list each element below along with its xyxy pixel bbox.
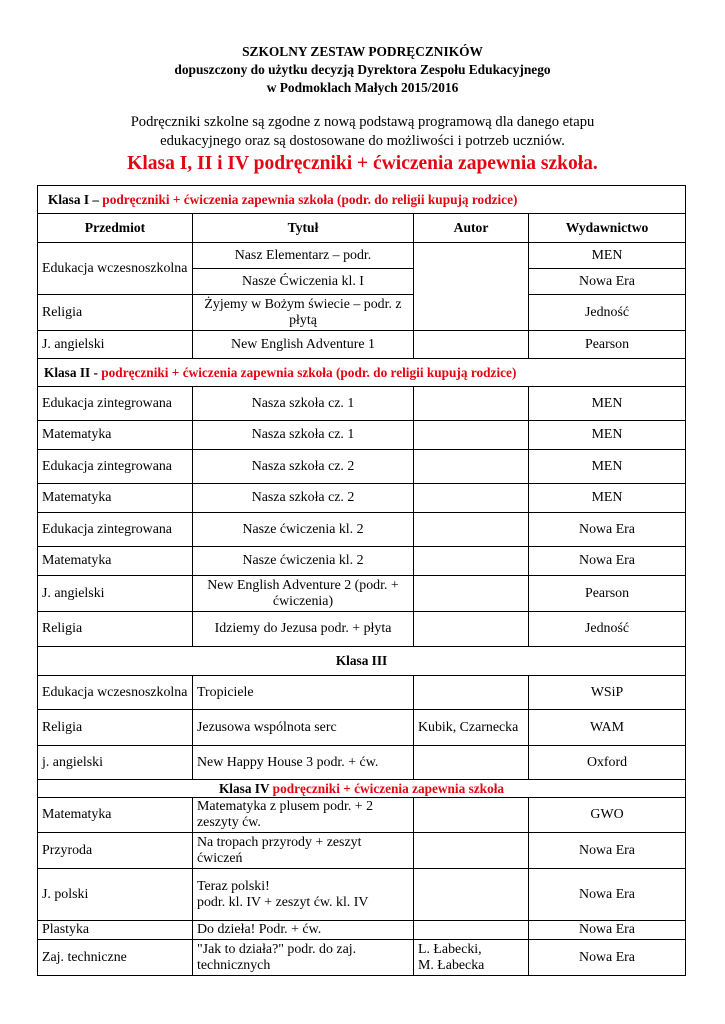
subject-cell: Zaj. techniczne [38, 940, 193, 976]
section-label: Klasa I – [48, 191, 99, 207]
author-cell [414, 612, 529, 647]
title-cell: Tropiciele [193, 676, 414, 710]
section-header-klasa-2 [38, 359, 686, 387]
table-row [38, 547, 686, 576]
title-cell: Nasza szkoła cz. 2 [193, 450, 414, 484]
subject-cell: Matematyka [38, 421, 193, 450]
publisher-cell: Nowa Era [529, 940, 686, 976]
column-header-publisher: Wydawnictwo [529, 214, 686, 243]
author-cell [414, 676, 529, 710]
table-row [38, 869, 686, 921]
author-cell [414, 331, 529, 359]
publisher-cell: GWO [529, 798, 686, 833]
header-line-3: w Podmoklach Małych 2015/2016 [266, 80, 459, 95]
title-cell: New English Adventure 2 (podr. + ćwiczenia) [193, 576, 414, 612]
author-cell [414, 513, 529, 547]
title-cell: Na tropach przyrody + zeszyt ćwiczeń [193, 833, 414, 869]
subject-cell: J. angielski [38, 576, 193, 612]
author-line: L. Łabecki, [418, 941, 482, 957]
author-cell [414, 547, 529, 576]
subject-cell: Matematyka [38, 547, 193, 576]
title-cell: Nasze ćwiczenia kl. 2 [193, 547, 414, 576]
document-header [0, 0, 725, 97]
title-cell: New English Adventure 1 [193, 331, 414, 359]
table-row [38, 676, 686, 710]
subject-cell: Edukacja zintegrowana [38, 450, 193, 484]
title-line: podr. kl. IV + zeszyt ćw. kl. IV [197, 894, 369, 910]
column-header-subject: Przedmiot [38, 214, 193, 243]
author-cell: Kubik, Czarnecka [414, 710, 529, 746]
section-label: Klasa II - [44, 364, 98, 380]
publisher-cell: WAM [529, 710, 686, 746]
author-cell [414, 940, 529, 976]
subject-cell: J. angielski [38, 331, 193, 359]
publisher-cell: WSiP [529, 676, 686, 710]
publisher-cell: Pearson [529, 576, 686, 612]
header-line-2: dopuszczony do użytku decyzją Dyrektora Zespołu Edukacyjnego [174, 62, 551, 77]
column-header-author: Autor [414, 214, 529, 243]
table-row [38, 746, 686, 780]
title-line: Teraz polski! [197, 878, 270, 894]
title-cell: New Happy House 3 podr. + ćw. [193, 746, 414, 780]
publisher-cell: Nowa Era [529, 269, 686, 295]
publisher-cell: MEN [529, 421, 686, 450]
column-header-title: Tytuł [193, 214, 414, 243]
author-cell [414, 576, 529, 612]
section-header-klasa-4 [38, 780, 686, 798]
author-cell [414, 869, 529, 921]
table-row [38, 710, 686, 746]
section-note: podręczniki + ćwiczenia zapewnia szkoła (podr. do religii kupują rodzice) [97, 364, 517, 380]
title-cell [193, 869, 414, 921]
title-cell: Żyjemy w Bożym świecie – podr. z płytą [193, 295, 414, 331]
table-header-row [38, 214, 686, 243]
title-cell: Nasze ćwiczenia kl. 2 [193, 513, 414, 547]
subject-cell: j. angielski [38, 746, 193, 780]
subject-cell: Edukacja zintegrowana [38, 513, 193, 547]
publisher-cell: MEN [529, 387, 686, 421]
subject-cell: Edukacja zintegrowana [38, 387, 193, 421]
title-cell: Nasza szkoła cz. 1 [193, 387, 414, 421]
section-header-klasa-3 [38, 647, 686, 676]
title-cell: Nasza szkoła cz. 1 [193, 421, 414, 450]
publisher-cell: Jedność [529, 612, 686, 647]
title-cell: Jezusowa wspólnota serc [193, 710, 414, 746]
section-note: podręczniki + ćwiczenia zapewnia szkoła [272, 781, 505, 796]
section-note: podręczniki + ćwiczenia zapewnia szkoła (podr. do religii kupują rodzice) [98, 191, 518, 207]
publisher-cell: Nowa Era [529, 869, 686, 921]
publisher-cell: Jedność [529, 295, 686, 331]
table-row [38, 513, 686, 547]
title-cell: Matematyka z plusem podr. + 2 zeszyty ćw. [193, 798, 414, 833]
table-row [38, 331, 686, 359]
publisher-cell: Pearson [529, 331, 686, 359]
subject-cell: Religia [38, 612, 193, 647]
table-row [38, 243, 686, 269]
intro-line-1: Podręczniki szkolne są zgodne z nową podstawą programową dla danego etapu [130, 114, 595, 130]
section-header-klasa-1 [38, 186, 686, 214]
subject-cell: Religia [38, 295, 193, 331]
author-cell [414, 833, 529, 869]
subject-cell: J. polski [38, 869, 193, 921]
author-cell [414, 421, 529, 450]
section-label: Klasa IV [218, 781, 273, 796]
title-cell: "Jak to działa?" podr. do zaj. technicznych [193, 940, 414, 976]
subject-cell: Przyroda [38, 833, 193, 869]
intro-line-2: edukacyjnego oraz są dostosowane do możliwości i potrzeb uczniów. [160, 133, 565, 149]
publisher-cell: Nowa Era [529, 547, 686, 576]
table-row [38, 450, 686, 484]
subject-cell: Edukacja wczesnoszkolna [38, 676, 193, 710]
publisher-cell: MEN [529, 450, 686, 484]
textbook-table [37, 185, 686, 976]
table-row [38, 295, 686, 331]
table-row [38, 576, 686, 612]
intro-text [0, 113, 725, 151]
author-cell [414, 484, 529, 513]
subject-cell: Edukacja wczesnoszkolna [38, 243, 193, 295]
table-row [38, 612, 686, 647]
subject-cell: Matematyka [38, 798, 193, 833]
publisher-cell: Nowa Era [529, 833, 686, 869]
header-line-1: SZKOLNY ZESTAW PODRĘCZNIKÓW [242, 44, 483, 59]
author-cell [414, 450, 529, 484]
table-row [38, 833, 686, 869]
title-cell: Nasze Ćwiczenia kl. I [193, 269, 414, 295]
title-cell: Do dzieła! Podr. + ćw. [193, 921, 414, 940]
author-cell [414, 921, 529, 940]
subject-cell: Plastyka [38, 921, 193, 940]
author-cell [414, 798, 529, 833]
title-cell: Idziemy do Jezusa podr. + płyta [193, 612, 414, 647]
publisher-cell: MEN [529, 484, 686, 513]
intro-headline: Klasa I, II i IV podręczniki + ćwiczenia zapewnia szkoła. [127, 153, 598, 174]
author-line: M. Łabecka [418, 957, 485, 973]
title-cell: Nasza szkoła cz. 2 [193, 484, 414, 513]
table-row [38, 798, 686, 833]
author-cell [414, 387, 529, 421]
table-row [38, 484, 686, 513]
table-row [38, 921, 686, 940]
table-row [38, 387, 686, 421]
subject-cell: Religia [38, 710, 193, 746]
publisher-cell: MEN [529, 243, 686, 269]
publisher-cell: Nowa Era [529, 921, 686, 940]
author-cell [414, 746, 529, 780]
author-cell [414, 243, 529, 331]
title-cell: Nasz Elementarz – podr. [193, 243, 414, 269]
table-row [38, 421, 686, 450]
subject-cell: Matematyka [38, 484, 193, 513]
section-label: Klasa III [38, 647, 686, 676]
publisher-cell: Oxford [529, 746, 686, 780]
publisher-cell: Nowa Era [529, 513, 686, 547]
table-row [38, 940, 686, 976]
